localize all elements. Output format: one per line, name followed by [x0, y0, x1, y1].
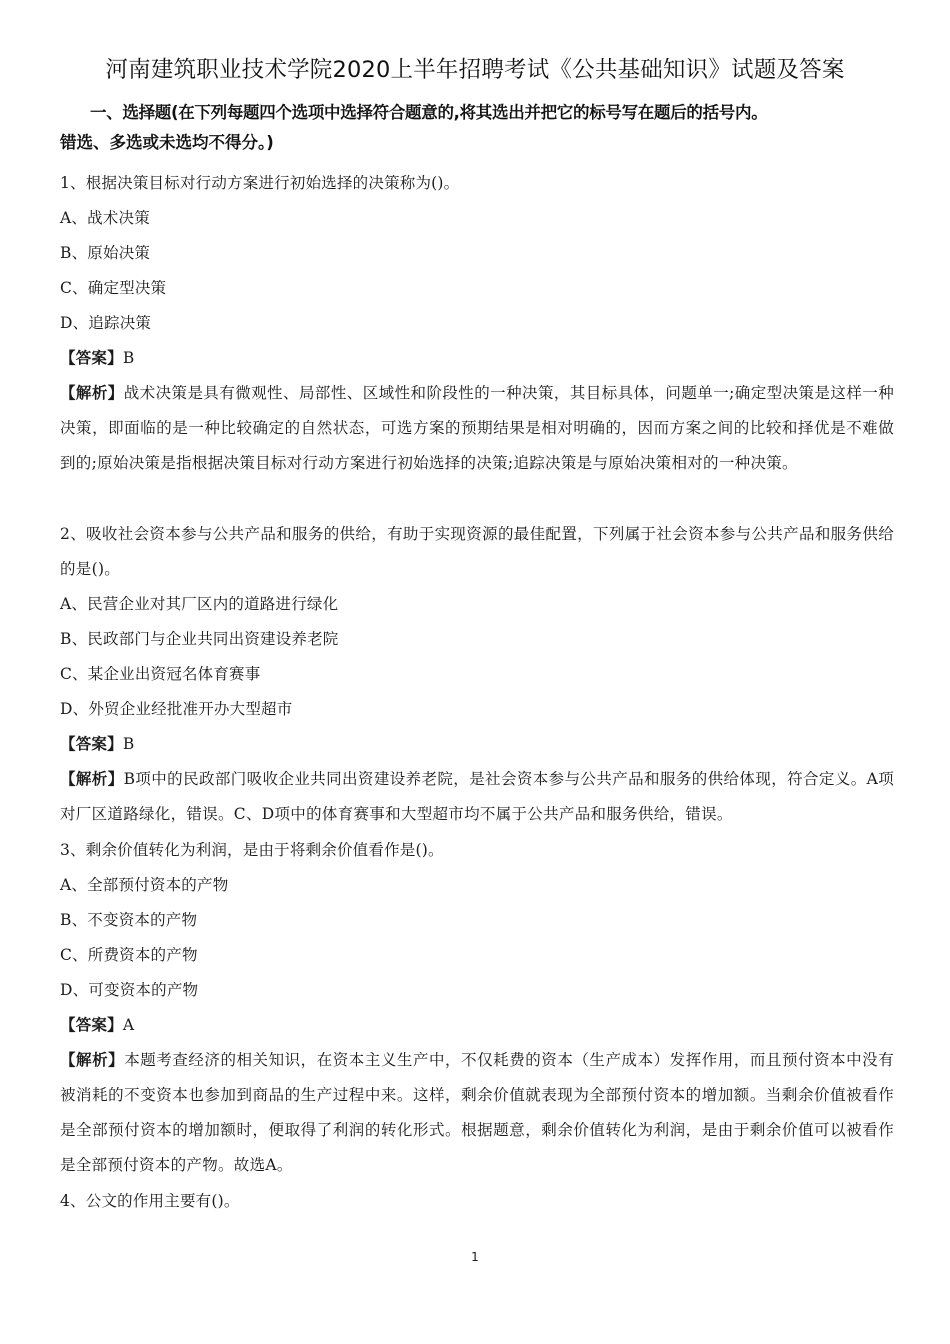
question-3-option-d: D、可变资本的产物	[60, 981, 199, 999]
page-number: 1	[471, 1250, 479, 1264]
question-3-option-c: C、所费资本的产物	[60, 946, 198, 964]
question-2-option-b: B、民政部门与企业共同出资建设养老院	[60, 630, 339, 648]
answer-tag: 【答案】	[60, 349, 123, 367]
section-heading-line-1: 一、选择题(在下列每题四个选项中选择符合题意的,将其选出并把它的标号写在题后的括号内。	[90, 103, 768, 122]
question-1-stem: 1、根据决策目标对行动方案进行初始选择的决策称为()。	[60, 174, 460, 192]
analysis-text: 战术决策是具有微观性、局部性、区域性和阶段性的一种决策，其目标具体，问题单一;确定型决策是这样一种决策，即面临的是一种比较确定的自然状态，可选方案的预期结果是相对明确的，因而方案之间的比较和择优是不难做到的;原始决策是指根据决策目标对行动方案进行初始选择的决策;追踪决策是与原始决策相对的一种决策。	[60, 384, 894, 472]
question-1-analysis	[60, 376, 894, 481]
section-heading	[60, 98, 900, 158]
question-1-option-d: D、追踪决策	[60, 314, 152, 332]
question-2-analysis	[60, 762, 894, 832]
question-3-option-b: B、不变资本的产物	[60, 911, 198, 929]
question-1-option-c: C、确定型决策	[60, 279, 167, 297]
question-3-option-a: A、全部预付资本的产物	[60, 876, 229, 894]
analysis-tag: 【解析】	[60, 384, 124, 402]
answer-tag: 【答案】	[60, 735, 123, 753]
analysis-text: 本题考查经济的相关知识，在资本主义生产中，不仅耗费的资本（生产成本）发挥作用，而且预付资本中没有被消耗的不变资本也参加到商品的生产过程中来。这样，剩余价值就表现为全部预付资本的增加额。当剩余价值被看作是全部预付资本的增加额时，便取得了利润的转化形式。根据题意，剩余价值转化为利润，是由于剩余价值可以被看作是全部预付资本的产物。故选A。	[60, 1051, 895, 1174]
question-2-option-c: C、某企业出资冠名体育赛事	[60, 665, 261, 683]
question-1-answer	[60, 341, 900, 376]
analysis-text: B项中的民政部门吸收企业共同出资建设养老院，是社会资本参与公共产品和服务的供给体现，符合定义。A项对厂区道路绿化，错误。C、D项中的体育赛事和大型超市均不属于公共产品和服务供给，错误。	[60, 770, 894, 823]
question-1-option-a: A、战术决策	[60, 209, 150, 227]
answer-value: A	[122, 1016, 135, 1034]
answer-value: B	[122, 735, 135, 753]
question-3-answer	[60, 1008, 900, 1043]
answer-value: B	[122, 349, 135, 367]
analysis-tag: 【解析】	[60, 770, 124, 788]
answer-tag: 【答案】	[60, 1016, 123, 1034]
document-title: 河南建筑职业技术学院2020上半年招聘考试《公共基础知识》试题及答案	[105, 57, 845, 83]
question-3-analysis	[60, 1043, 894, 1183]
question-2-stem: 2、吸收社会资本参与公共产品和服务的供给，有助于实现资源的最佳配置，下列属于社会资本参与公共产品和服务供给的是()。	[60, 525, 894, 578]
question-4-stem: 4、公文的作用主要有()。	[60, 1192, 240, 1210]
question-2-option-d: D、外贸企业经批准开办大型超市	[60, 700, 293, 718]
question-2-option-a: A、民营企业对其厂区内的道路进行绿化	[60, 595, 339, 613]
question-1-option-b: B、原始决策	[60, 244, 151, 262]
question-3-stem: 3、剩余价值转化为利润，是由于将剩余价值看作是()。	[60, 841, 444, 859]
question-2-answer	[60, 727, 900, 762]
section-heading-line-2: 错选、多选或未选均不得分。)	[60, 133, 274, 152]
analysis-tag: 【解析】	[60, 1051, 125, 1069]
